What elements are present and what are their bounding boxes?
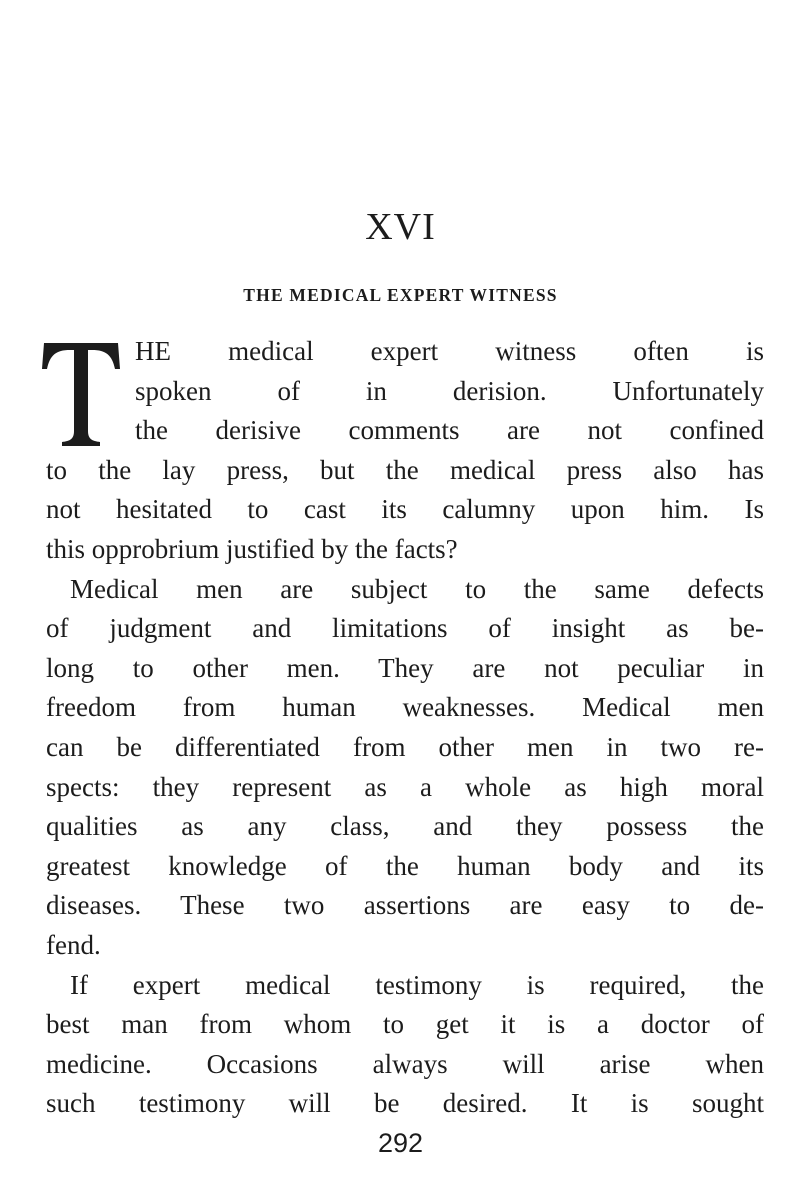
page-number: 292 (377, 1128, 424, 1158)
text-line: HE medical expert witness often is (135, 336, 764, 366)
text-line: of judgment and limitations of insight as be- (46, 613, 764, 644)
text-line: freedom from human weaknesses. Medical men (46, 692, 764, 723)
text-line: medicine. Occasions always will arise when (46, 1048, 764, 1079)
text-line: Medical men are subject to the same defects (70, 573, 764, 604)
text-line: spects: they represent as a whole as high moral (46, 771, 764, 802)
body-text (46, 332, 764, 1124)
text-line: long to other men. They are not peculiar in (46, 652, 764, 683)
text-line: the derisive comments are not confined (135, 415, 764, 446)
text-line: not hesitated to cast its calumny upon him. Is (46, 494, 764, 525)
text-line: qualities as any class, and they possess the (46, 811, 764, 842)
text-line: this opprobrium justified by the facts? (46, 533, 458, 564)
text-line: fend. (46, 929, 101, 960)
chapter-number: XVI (365, 206, 436, 248)
chapter-title: THE MEDICAL EXPERT WITNESS (243, 285, 558, 305)
text-line: spoken of in derision. Unfortunately (135, 375, 764, 406)
text-line: can be differentiated from other men in two re- (46, 731, 764, 762)
text-line: greatest knowledge of the human body and its (46, 850, 764, 881)
text-line: best man from whom to get it is a doctor of (46, 1009, 764, 1040)
text-line: If expert medical testimony is required, the (70, 969, 764, 1000)
text-line: diseases. These two assertions are easy to de- (46, 890, 764, 921)
text-line: such testimony will be desired. It is sought (46, 1088, 764, 1119)
text-line: to the lay press, but the medical press also has (46, 454, 764, 485)
